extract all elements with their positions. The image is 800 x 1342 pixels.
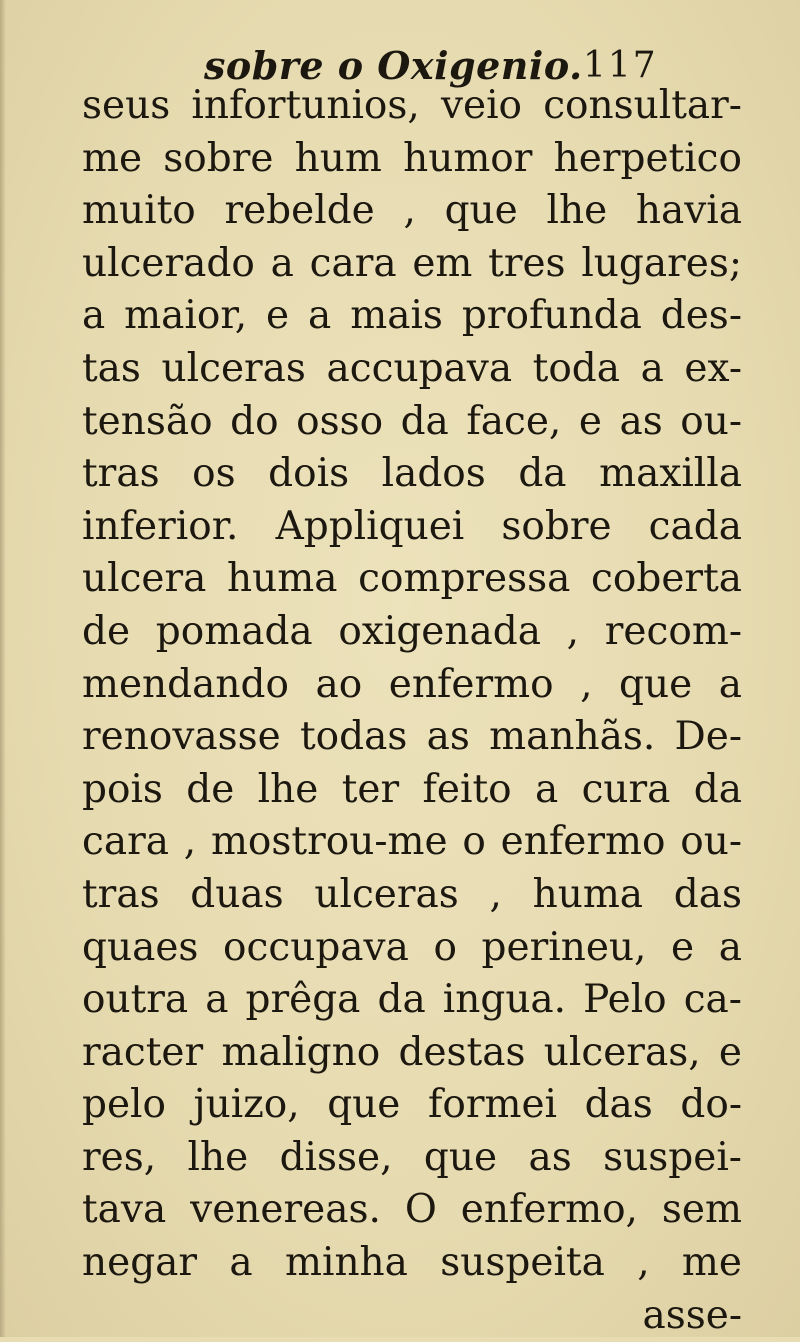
text-line: outra a prêga da ingua. Pelo ca- xyxy=(82,977,742,1023)
text-line: tensão do osso da face, e as ou- xyxy=(82,398,742,444)
page-edge-shadow xyxy=(0,0,6,1337)
text-line: seus infortunios, veio consultar- xyxy=(82,83,742,128)
text-line: pelo juizo, que formei das do- xyxy=(82,1082,742,1128)
text-line: a maior, e a mais profunda des- xyxy=(82,293,742,339)
text-line: tas ulceras accupava toda a ex- xyxy=(82,345,742,391)
text-line: tras os dois lados da maxilla xyxy=(82,451,742,497)
text-line: de pomada oxigenada , recom- xyxy=(82,608,742,654)
text-line: racter maligno destas ulceras, e xyxy=(82,1029,742,1075)
text-line: tava venereas. O enfermo, sem xyxy=(82,1187,742,1233)
text-line: mendando ao enfermo , que a xyxy=(82,661,742,707)
text-line: quaes occupava o perineu, e a xyxy=(82,924,742,970)
text-line: renovasse todas as manhãs. De- xyxy=(82,714,742,760)
body-text xyxy=(82,80,742,1342)
text-line: ulcerado a cara em tres lugares; xyxy=(82,240,742,286)
text-line: pois de lhe ter feito a cura da xyxy=(82,766,742,812)
text-line: res, lhe disse, que as suspei- xyxy=(82,1134,742,1180)
text-line: cara , mostrou-me o enfermo ou- xyxy=(82,819,742,865)
page-number: 117 xyxy=(583,45,658,86)
catchword: asse- xyxy=(642,1292,742,1338)
text-line: me sobre hum humor herpetico xyxy=(82,135,742,181)
text-line: ulcera huma compressa coberta xyxy=(82,556,742,602)
running-title: sobre o Oxigenio. xyxy=(204,43,583,88)
text-line: tras duas ulceras , huma das xyxy=(82,871,742,917)
text-line: muito rebelde , que lhe havia xyxy=(82,188,742,234)
text-line: inferior. Appliquei sobre cada xyxy=(82,503,742,549)
text-line: negar a minha suspeita , me xyxy=(82,1240,742,1286)
